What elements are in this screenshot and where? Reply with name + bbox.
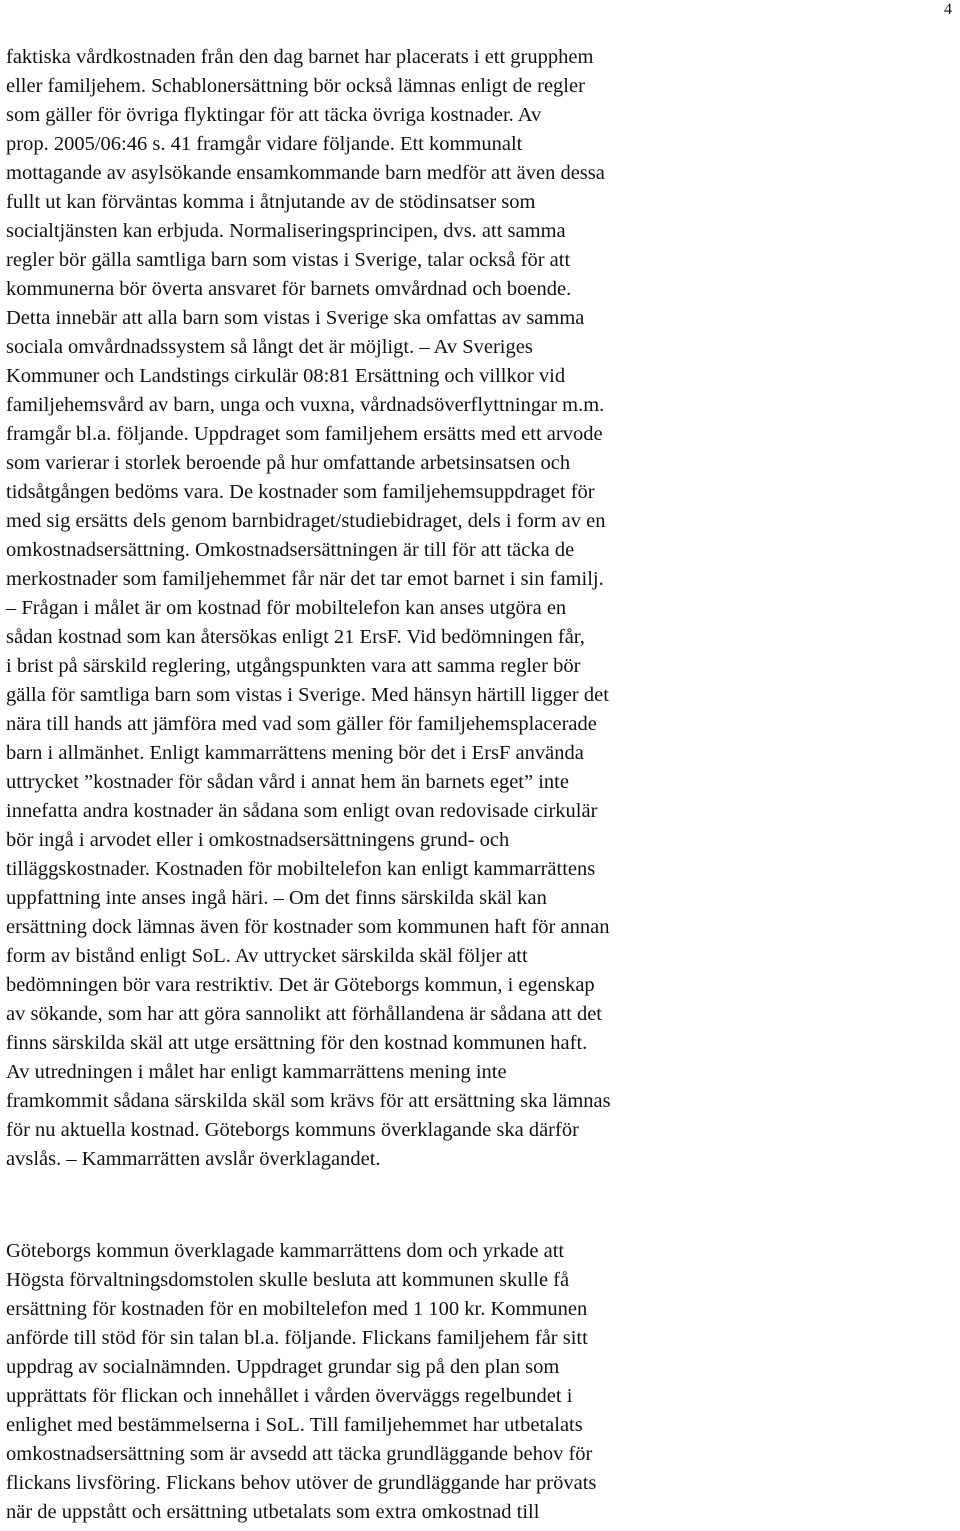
text-line: merkostnader som familjehemmet får när det tar emot barnet i sin familj. bbox=[6, 568, 604, 590]
text-line: när de uppstått och ersättning utbetalats som extra omkostnad till bbox=[6, 1501, 540, 1523]
text-line: – Frågan i målet är om kostnad för mobiltelefon kan anses utgöra en bbox=[6, 597, 567, 619]
text-line: faktiska vårdkostnaden från den dag barnet har placerats i ett grupphem bbox=[6, 46, 594, 68]
text-line: med sig ersätts dels genom barnbidraget/studiebidraget, dels i form av en bbox=[6, 510, 606, 532]
text-line: ersättning dock lämnas även för kostnader som kommunen haft för annan bbox=[6, 916, 610, 938]
text-line: Högsta förvaltningsdomstolen skulle besluta att kommunen skulle få bbox=[6, 1269, 570, 1291]
text-line: uppfattning inte anses ingå häri. – Om det finns särskilda skäl kan bbox=[6, 887, 547, 909]
text-line: uttrycket ”kostnader för sådan vård i annat hem än barnets eget” inte bbox=[6, 771, 569, 793]
text-line: fullt ut kan förväntas komma i åtnjutande av de stödinsatser som bbox=[6, 191, 536, 213]
text-line: innefatta andra kostnader än sådana som enligt ovan redovisade cirkulär bbox=[6, 800, 598, 822]
text-line: bedömningen bör vara restriktiv. Det är Göteborgs kommun, i egenskap bbox=[6, 974, 595, 996]
text-line: för nu aktuella kostnad. Göteborgs kommuns överklagande ska därför bbox=[6, 1119, 579, 1141]
paragraph-2 bbox=[6, 1237, 906, 1527]
text-line: som varierar i storlek beroende på hur omfattande arbetsinsatsen och bbox=[6, 452, 571, 474]
text-line: ersättning för kostnaden för en mobiltelefon med 1 100 kr. Kommunen bbox=[6, 1298, 588, 1320]
text-line: flickans livsföring. Flickans behov utöver de grundläggande har prövats bbox=[6, 1472, 597, 1494]
text-line: regler bör gälla samtliga barn som vistas i Sverige, talar också för att bbox=[6, 249, 571, 271]
text-line: prop. 2005/06:46 s. 41 framgår vidare följande. Ett kommunalt bbox=[6, 133, 523, 155]
text-line: sådan kostnad som kan återsökas enligt 21 ErsF. Vid bedömningen får, bbox=[6, 626, 585, 648]
text-line: uppdrag av socialnämnden. Uppdraget grundar sig på den plan som bbox=[6, 1356, 560, 1378]
text-line: omkostnadsersättning. Omkostnadsersättningen är till för att täcka de bbox=[6, 539, 575, 561]
page-number: 4 bbox=[944, 1, 952, 18]
text-line: omkostnadsersättning som är avsedd att täcka grundläggande behov för bbox=[6, 1443, 593, 1465]
text-line: gälla för samtliga barn som vistas i Sverige. Med hänsyn härtill ligger det bbox=[6, 684, 609, 706]
text-line: tidsåtgången bedöms vara. De kostnader som familjehemsuppdraget för bbox=[6, 481, 595, 503]
text-line: anförde till stöd för sin talan bl.a. följande. Flickans familjehem får sitt bbox=[6, 1327, 588, 1349]
text-line: kommunerna bör överta ansvaret för barnets omvårdnad och boende. bbox=[6, 278, 572, 300]
text-line: tilläggskostnader. Kostnaden för mobiltelefon kan enligt kammarrättens bbox=[6, 858, 596, 880]
text-line: framkommit sådana särskilda skäl som krävs för att ersättning ska lämnas bbox=[6, 1090, 611, 1112]
text-line: av sökande, som har att göra sannolikt att förhållandena är sådana att det bbox=[6, 1003, 602, 1025]
text-line: familjehemsvård av barn, unga och vuxna, vårdnadsöverflyttningar m.m. bbox=[6, 394, 605, 416]
text-line: socialtjänsten kan erbjuda. Normaliseringsprincipen, dvs. att samma bbox=[6, 220, 566, 242]
text-line: som gäller för övriga flyktingar för att täcka övriga kostnader. Av bbox=[6, 104, 542, 126]
text-line: sociala omvårdnadssystem så långt det är möjligt. – Av Sveriges bbox=[6, 336, 533, 358]
text-line: form av bistånd enligt SoL. Av uttrycket särskilda skäl följer att bbox=[6, 945, 528, 967]
text-line: finns särskilda skäl att utge ersättning för den kostnad kommunen haft. bbox=[6, 1032, 588, 1054]
text-line: bör ingå i arvodet eller i omkostnadsersättningens grund- och bbox=[6, 829, 510, 851]
text-line: Detta innebär att alla barn som vistas i Sverige ska omfattas av samma bbox=[6, 307, 585, 329]
text-line: Kommuner och Landstings cirkulär 08:81 Ersättning och villkor vid bbox=[6, 365, 566, 387]
text-line: framgår bl.a. följande. Uppdraget som familjehem ersätts med ett arvode bbox=[6, 423, 603, 445]
text-line: nära till hands att jämföra med vad som gäller för familjehemsplacerade bbox=[6, 713, 597, 735]
text-line: avslås. – Kammarrätten avslår överklagandet. bbox=[6, 1148, 381, 1170]
text-line: i brist på särskild reglering, utgångspunkten vara att samma regler bör bbox=[6, 655, 581, 677]
text-line: enlighet med bestämmelserna i SoL. Till familjehemmet har utbetalats bbox=[6, 1414, 583, 1436]
text-line: mottagande av asylsökande ensamkommande barn medför att även dessa bbox=[6, 162, 605, 184]
text-line: eller familjehem. Schablonersättning bör också lämnas enligt de regler bbox=[6, 75, 585, 97]
paragraph-1 bbox=[6, 43, 906, 1174]
text-line: barn i allmänhet. Enligt kammarrättens mening bör det i ErsF använda bbox=[6, 742, 584, 764]
text-line: upprättats för flickan och innehållet i vården överväggs regelbundet i bbox=[6, 1385, 573, 1407]
text-line: Göteborgs kommun överklagade kammarrättens dom och yrkade att bbox=[6, 1240, 565, 1262]
text-line: Av utredningen i målet har enligt kammarrättens mening inte bbox=[6, 1061, 507, 1083]
